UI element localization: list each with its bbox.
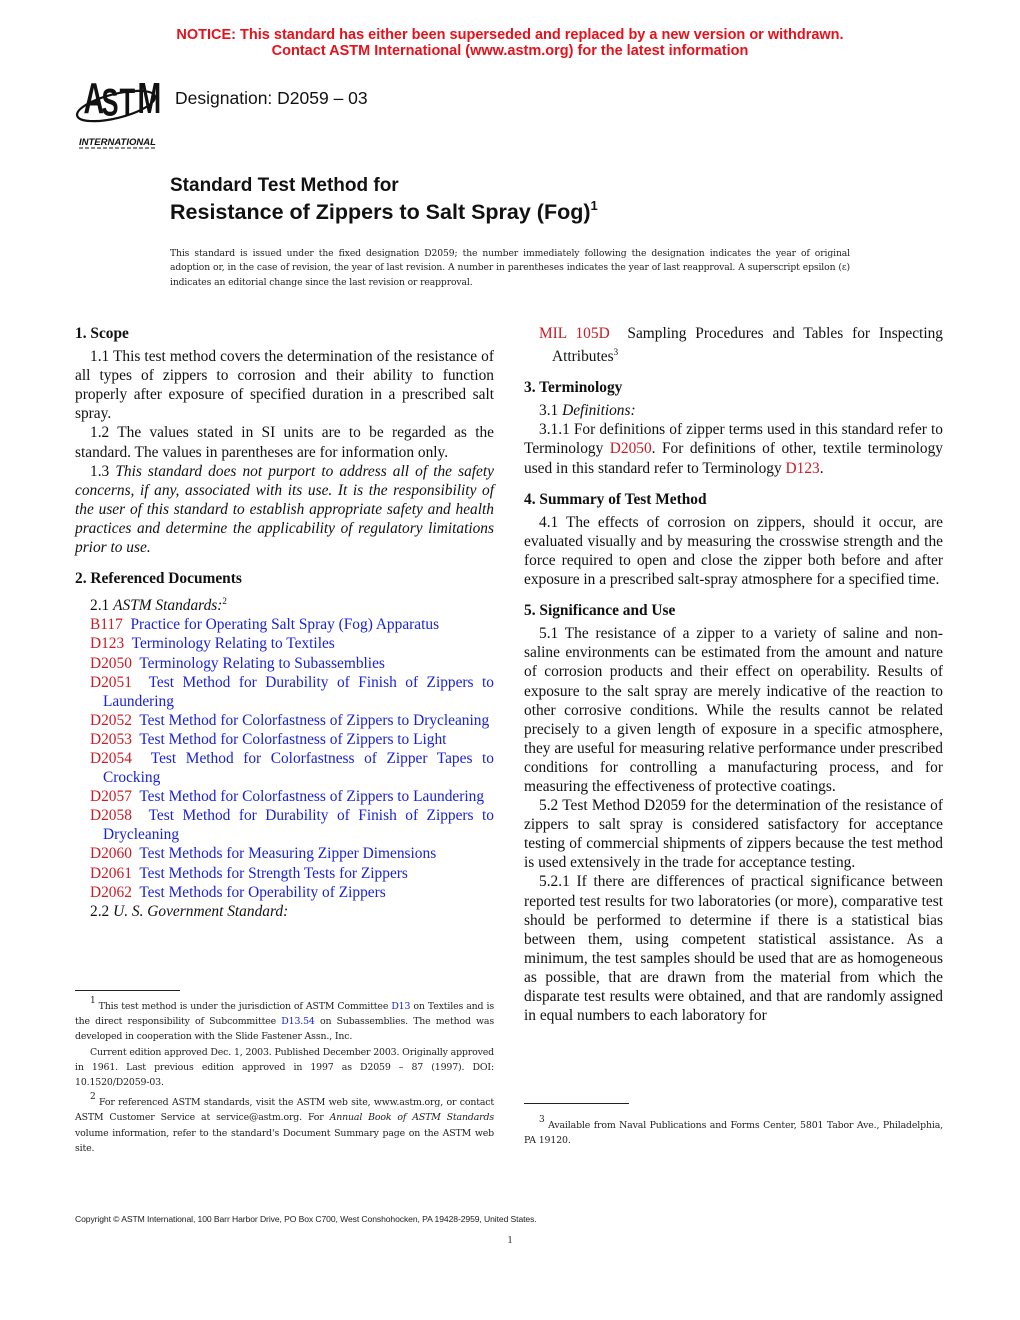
reference-item[interactable]: D2058 Test Method for Durability of Finish of Zippers to Drycleaning: [90, 807, 494, 844]
government-reference-item[interactable]: MIL 105D Sampling Procedures and Tables for Inspecting Attributes$^3$: [539, 325, 943, 366]
footnote-divider: [524, 1103, 629, 1104]
title-line-2: Resistance of Zippers to Salt Spray (Fog)$^1$: [170, 198, 598, 224]
svg-text:S: S: [101, 79, 119, 124]
notice-line-1: NOTICE: This standard has either been superseded and replaced by a new version or withdrawn.: [176, 27, 844, 43]
astm-international-logo-icon: [70, 74, 162, 150]
left-column: [75, 324, 494, 921]
reference-item[interactable]: D2062 Test Methods for Operability of Zippers: [90, 883, 386, 901]
footnotes-left: [75, 994, 494, 1156]
footnote-mark: 1: [590, 198, 598, 213]
section-heading-scope: 1. Scope: [75, 325, 129, 342]
svg-text:INTERNATIONAL: INTERNATIONAL: [79, 137, 156, 148]
supersede-notice: [0, 27, 1020, 59]
paragraph-1-3: 1.3 This standard does not purport to address all of the safety concerns, if any, associated with its use. It is the responsibility of the user of this standard to establish appropriate safety and health practices and determine the applicability of regulatory limitations prior to use.: [75, 462, 494, 557]
astm-reference-list: [75, 615, 494, 901]
paragraph-5-1: 5.1 The resistance of a zipper to a variety of saline and non-saline environments can be estimated from the amount and nature of corrosion products and their effect on operability. Results of exposure to the salt spray are merely indicative of the reaction to other corrosive conditions. While the results cannot be related precisely to a given length of exposure in a specific atmosphere, they are useful for measuring relative performance under prescribed conditions for controlling a manufacturing process, and for measuring the effectiveness of protective coatings.: [524, 625, 943, 795]
right-column: [524, 324, 943, 1025]
link-d13[interactable]: D13: [391, 1001, 411, 1012]
reference-item[interactable]: D2052 Test Method for Colorfastness of Zippers to Drycleaning: [90, 711, 490, 729]
reference-item[interactable]: B117 Practice for Operating Salt Spray (Fog) Apparatus: [90, 616, 440, 634]
section-heading-significance: 5. Significance and Use: [524, 602, 676, 620]
link-d123[interactable]: D123: [785, 459, 820, 477]
notice-line-2: Contact ASTM International (www.astm.org) for the latest information: [271, 43, 749, 59]
svg-text:T: T: [119, 79, 136, 124]
subsection-government-standard: 2.2 U. S. Government Standard:: [90, 902, 289, 920]
reference-item[interactable]: D2050 Terminology Relating to Subassemblies: [90, 654, 385, 672]
footnotes-right: [524, 1113, 943, 1148]
footnote-3: 3 Available from Naval Publications and Forms Center, 5801 Tabor Ave., Philadelphia, PA 19120.: [524, 1115, 943, 1147]
reference-item[interactable]: D2060 Test Methods for Measuring Zipper Dimensions: [90, 845, 437, 863]
svg-text:M: M: [137, 74, 162, 123]
subsection-astm-standards: 2.1 ASTM Standards:$^2$: [90, 596, 227, 615]
reference-item[interactable]: D2054 Test Method for Colorfastness of Zipper Tapes to Crocking: [90, 749, 494, 787]
svg-text:A: A: [83, 74, 105, 123]
issuance-note: This standard is issued under the fixed designation D2059; the number immediately following the designation indicates the year of original adoption or, in the case of revision, the year of last revision. A number in parentheses indicates the year of last reapproval. A superscript epsilon (ε) indicates an editorial change since the last revision or reapproval.: [170, 248, 850, 288]
paragraph-1-2: 1.2 The values stated in SI units are to be regarded as the standard. The values in parentheses are for information only.: [75, 424, 494, 461]
footnote-1-edition: Current edition approved Dec. 1, 2003. Published December 2003. Originally approved in 1961. Last previous edition approved in 1997 as D2059 – 87 (1997). DOI: 10.1520/D2059-03.: [75, 1046, 494, 1089]
title-line-1: Standard Test Method for: [170, 175, 399, 196]
paragraph-4-1: 4.1 The effects of corrosion on zippers, should it occur, are evaluated visually and by measuring the crosswise strength and the force required to open and close the zipper both before and after exposure in a prescribed salt-spray atmosphere for a specified time.: [524, 513, 943, 589]
link-d13-54[interactable]: D13.54: [281, 1016, 315, 1028]
section-heading-terminology: 3. Terminology: [524, 379, 623, 397]
reference-item[interactable]: D2057 Test Method for Colorfastness of Zippers to Laundering: [90, 788, 485, 806]
section-heading-summary: 4. Summary of Test Method: [524, 490, 707, 508]
footnote-divider: [75, 990, 180, 991]
footnote-1: 1 This test method is under the jurisdiction of ASTM Committee D13 on Textiles and is the direct responsibility of Subcommittee D13.54 on Subassemblies. The method was developed in cooperation with the Slide Fastener Assn., Inc.: [75, 996, 495, 1043]
reference-item[interactable]: D2053 Test Method for Colorfastness of Zippers to Light: [90, 730, 447, 748]
link-d2050[interactable]: D2050: [609, 440, 652, 458]
paragraph-1-1: 1.1 This test method covers the determination of the resistance of all types of zippers to corrosion and their ability to function properly after exposure of specified duration in a prescribed salt spray.: [75, 348, 494, 423]
paragraph-3-1-1: 3.1.1 For definitions of zipper terms used in this standard refer to Terminology D2050. For definitions of other, textile terminology used in this standard refer to Terminology D123.: [524, 421, 943, 477]
reference-item[interactable]: D2051 Test Method for Durability of Finish of Zippers to Laundering: [90, 673, 494, 710]
section-heading-referenced-documents: 2. Referenced Documents: [75, 570, 242, 588]
page-number: 1: [507, 1234, 513, 1246]
footnote-2: 2 For referenced ASTM standards, visit the ASTM web site, www.astm.org, or contact ASTM Customer Service at service@astm.org. For Annual Book of ASTM Standards volume information, refer to the standard's Document Summary page on the ASTM web site.: [75, 1092, 494, 1154]
copyright-notice: Copyright © ASTM International, 100 Barr Harbor Drive, PO Box C700, West Conshohocken, PA 19428-2959, United States.: [75, 1214, 537, 1224]
reference-item[interactable]: D2061 Test Methods for Strength Tests for Zippers: [90, 864, 408, 882]
reference-item[interactable]: D123 Terminology Relating to Textiles: [90, 635, 335, 653]
paragraph-5-2: 5.2 Test Method D2059 for the determination of the resistance of zippers to salt spray is considered satisfactory for acceptance testing of commercial shipments of zippers because the test method is used extensively in the trade for acceptance testing.: [524, 797, 943, 872]
designation: Designation: D2059 – 03: [175, 88, 368, 108]
subsection-definitions: 3.1 Definitions:: [539, 402, 636, 420]
paragraph-5-2-1: 5.2.1 If there are differences of practical significance between reported test results for two laboratories (or more), comparative test should be performed to determine if there is a statistical bias between them, using competent statistical assistance. As a minimum, the test samples should be used that are as homogeneous as possible, that are drawn from the material from which the disparate test results were obtained, and that are randomly assigned in equal numbers to each laboratory for: [524, 873, 943, 1025]
